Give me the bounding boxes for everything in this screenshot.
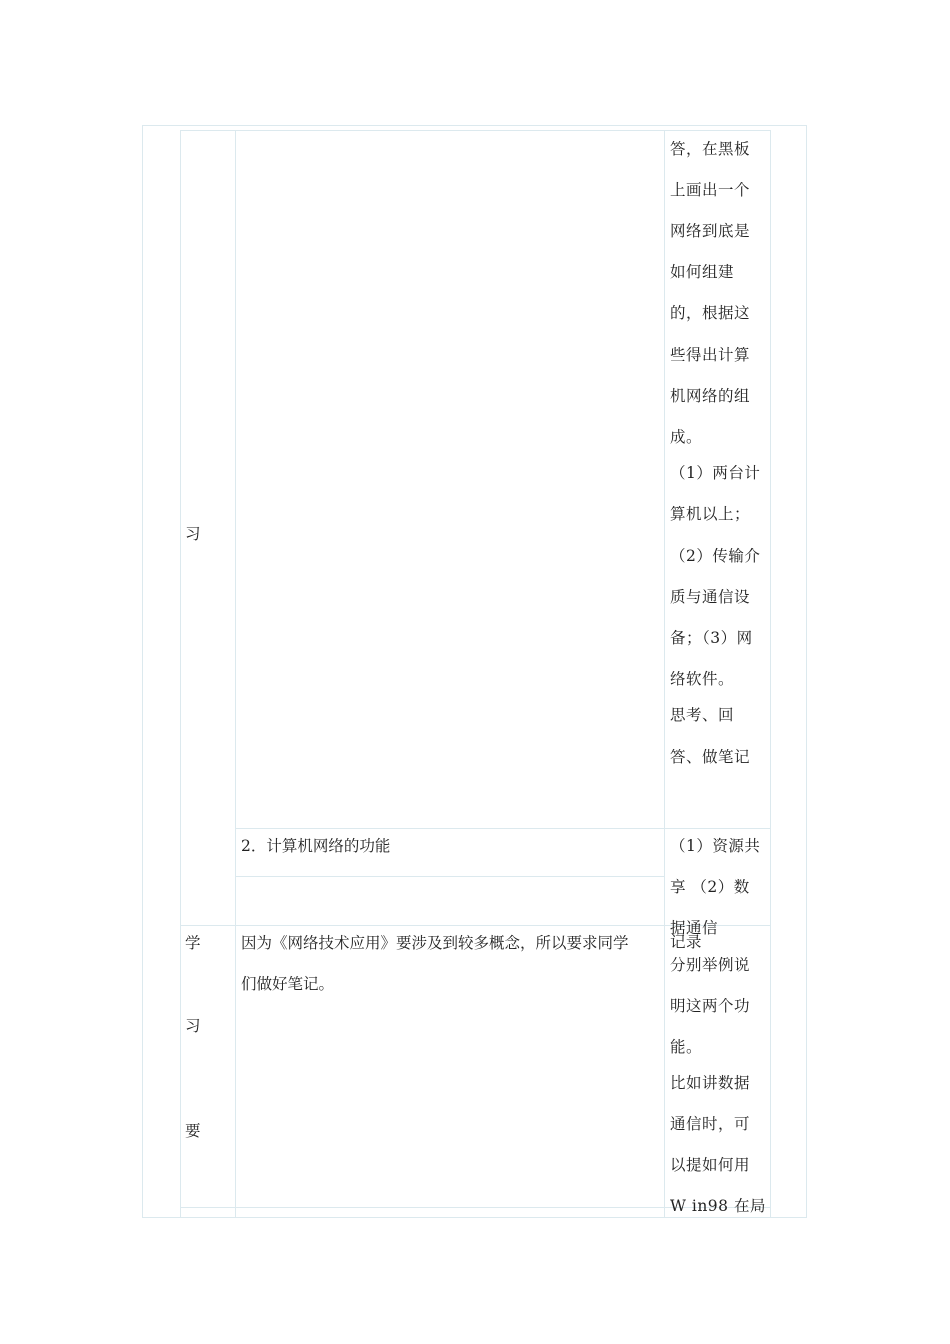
right-line: （1）两台计 <box>670 464 761 482</box>
right-line: 络软件。 <box>670 670 735 688</box>
right-line: 享 （2）数 <box>670 878 750 896</box>
left-label-2: 习 <box>185 1017 201 1035</box>
right-line: （1）资源共 <box>670 837 761 855</box>
right-line: 质与通信设 <box>670 588 751 606</box>
right-line: 些得出计算 <box>670 346 751 364</box>
note-line-2: 们做好笔记。 <box>241 975 335 993</box>
left-label-top: 习 <box>185 525 201 543</box>
table-divider-1 <box>235 130 236 1218</box>
right-line: 分别举例说 <box>670 956 751 974</box>
right-line: 明这两个功 <box>670 997 751 1015</box>
right-line: 备；（3）网 <box>670 629 753 647</box>
table-border-left <box>180 130 181 1218</box>
right-line: 如何组建 <box>670 263 735 281</box>
right-line: 网络到底是 <box>670 222 751 240</box>
right-line: 思考、回 <box>670 706 735 724</box>
table-border-top <box>180 130 771 131</box>
table-border-right <box>770 130 771 1218</box>
table-divider-2 <box>664 130 665 1218</box>
right-line: （2）传输介 <box>670 547 761 565</box>
right-line: 答，在黑板 <box>670 140 751 158</box>
right-line: W in98 在局 <box>670 1197 766 1215</box>
right-line: 的，根据这 <box>670 304 751 322</box>
row-divider-1 <box>235 828 771 829</box>
row-divider-2 <box>235 876 665 877</box>
right-line: 上画出一个 <box>670 181 751 199</box>
right-line: 记录 <box>670 933 703 951</box>
right-line: 机网络的组 <box>670 387 751 405</box>
right-line: 以提如何用 <box>670 1156 751 1174</box>
right-line: 能。 <box>670 1038 703 1056</box>
note-line-1: 因为《网络技术应用》要涉及到较多概念，所以要求同学 <box>241 934 629 952</box>
right-line: 答、做笔记 <box>670 748 751 766</box>
section-2-title: 2．计算机网络的功能 <box>241 837 391 855</box>
right-line: 据通信 <box>670 919 719 937</box>
right-line: 通信时，可 <box>670 1115 751 1133</box>
left-label-1: 学 <box>185 934 201 952</box>
left-label-3: 要 <box>185 1122 201 1140</box>
right-line: 成。 <box>670 428 703 446</box>
right-line: 算机以上； <box>670 505 751 523</box>
right-line: 比如讲数据 <box>670 1074 751 1092</box>
